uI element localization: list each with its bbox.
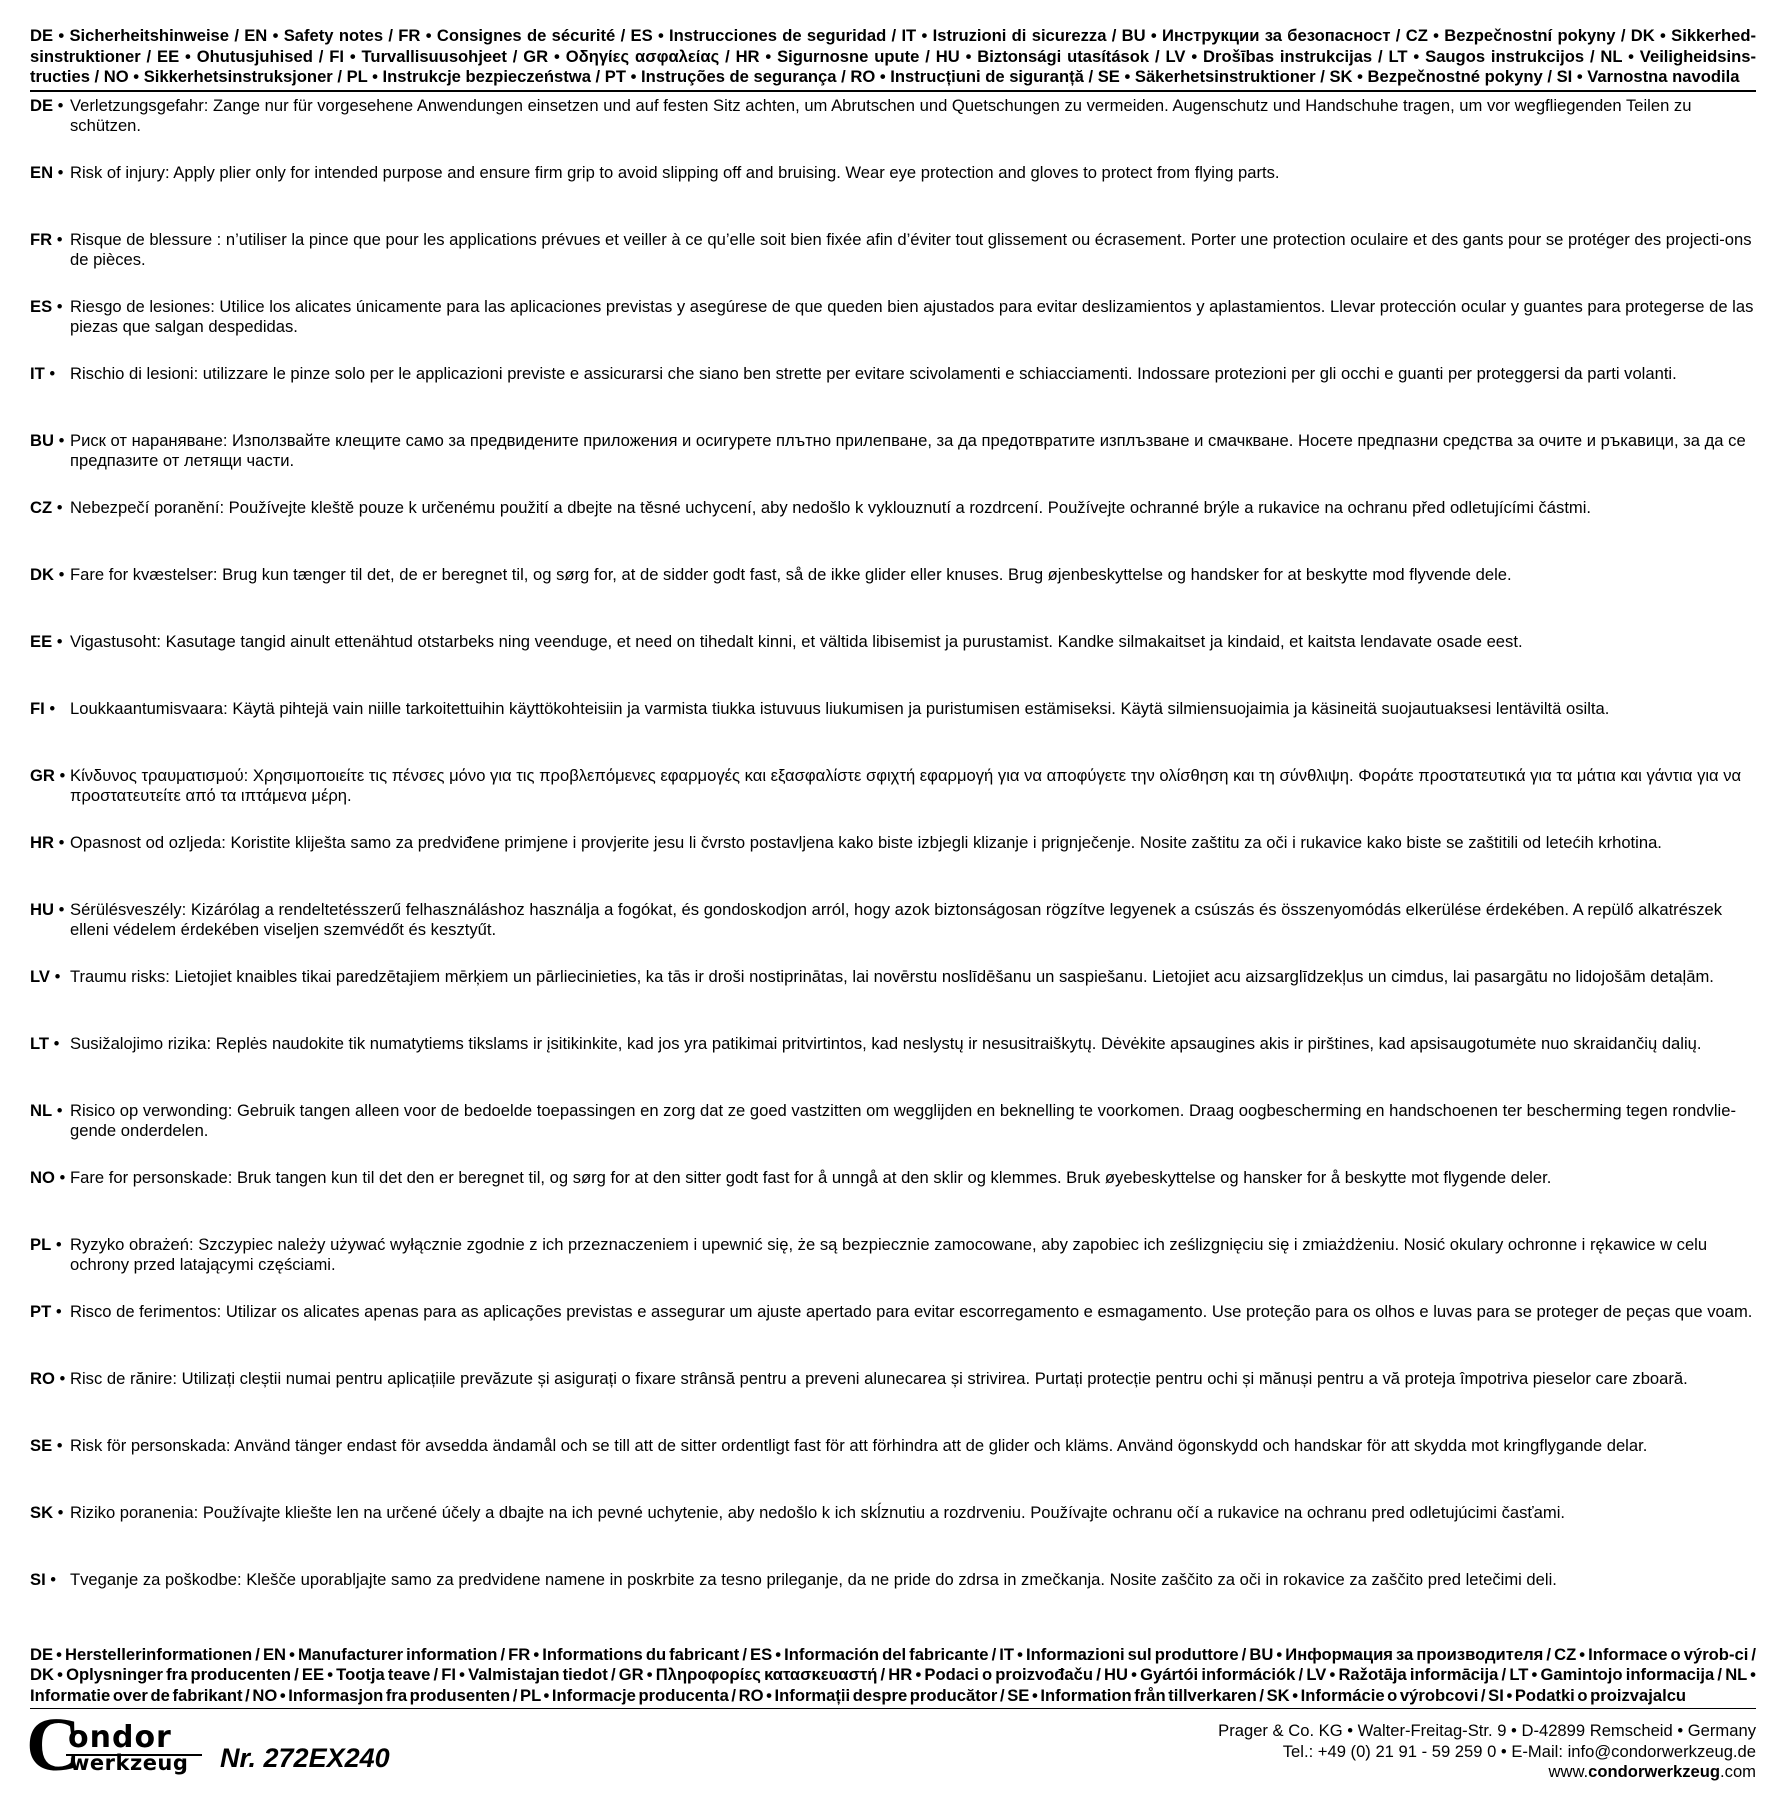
safety-note-fr	[30, 230, 1756, 297]
safety-note-nl	[30, 1101, 1756, 1168]
safety-note-text: Nebezpečí poranění: Používejte kleště pouze k určenému použití a dbejte na těsné uchycení, aby nedošlo k vyklouznutí a rozdrcení. Používejte ochranné brýle a rukavice na ochranu před odletujícími částmi.	[70, 497, 1592, 517]
language-code: ES •	[30, 296, 63, 316]
safety-note-text: Sérülésveszély: Kizárólag a rendeltetésszerű felhasználáshoz használja a fogókat, és gondoskodjon arról, hogy azok biztonságosan rögzítve legyenek a csúszás és összenyomódás elkerülése érdekében. A repülő alkatrészek elleni védelem érdekében viseljen szemvédőt és kesztyűt.	[70, 899, 1723, 939]
language-code-label: SI	[30, 1569, 46, 1589]
safety-note-text: Risk för personskada: Använd tänger endast för avsedda ändamål och se till att de sitter ordentligt fast för att förhindra att de glider och kläms. Använd ögonskydd och handskar för att skydda mot kringflygande delar.	[70, 1435, 1648, 1455]
logo-letter: C	[26, 1703, 81, 1787]
safety-note-lt	[30, 1034, 1756, 1101]
safety-note-text: Opasnost od ozljeda: Koristite kliješta samo za predviđene primjene i provjerite jesu li čvrsto postavljena kako biste izbjegli klizanje i prignječenje. Nosite zaštitu za oči i rukavice kako biste se zaštitili od letećih krhotina.	[70, 832, 1662, 852]
language-code: SE •	[30, 1435, 63, 1455]
safety-note-gr	[30, 766, 1756, 833]
safety-note-text: Risico op verwonding: Gebruik tangen alleen voor de bedoelde toepassingen en zorg dat ze goed vastzitten om wegglijden en beknelling te voorkomen. Draag oogbescherming en handschoenen ter bescherming tegen rondvlie-gende onderdelen.	[70, 1100, 1736, 1140]
contact-line: Tel.: +49 (0) 21 91 - 59 259 0 • E-Mail: info@condorwerkzeug.de	[1282, 1741, 1756, 1761]
language-code-label: NO	[30, 1167, 55, 1187]
language-code-label: DE	[30, 95, 54, 115]
language-code: DK •	[30, 564, 65, 584]
language-code-label: FR	[30, 229, 53, 249]
language-code: FI •	[30, 698, 56, 718]
language-code-label: CZ	[30, 497, 53, 517]
safety-note-text: Rischio di lesioni: utilizzare le pinze solo per le applicazioni previste e assicurarsi che siano ben strette per evitare scivolamenti e schiacciamenti. Indossare protezioni per gli occhi e guanti per proteggersi da parti volanti.	[70, 363, 1677, 383]
safety-note-hr	[30, 833, 1756, 900]
language-code: EE •	[30, 631, 63, 651]
safety-note-fi	[30, 699, 1756, 766]
website-domain: condorwerkzeug	[1588, 1762, 1721, 1781]
safety-note-en	[30, 163, 1756, 230]
language-code: DE •	[30, 95, 64, 115]
language-code-label: SK	[30, 1502, 54, 1522]
safety-note-text: Fare for personskade: Bruk tangen kun til det den er beregnet til, og sørg for at den sitter godt fast for å unngå at den sklir og klemmes. Bruk øyebeskyttelse og hansker for å beskytte mot flygende deler.	[70, 1167, 1552, 1187]
manufacturer-info-header: DE • Herstellerinformationen / EN • Manufacturer information / FR • Informations du fabricant / ES • Información del fabricante / IT • Informazioni sul produttore / BU • Информация за производителя / CZ • Informace o výrob-ci / DK • Oplysninger fra producenten / EE • Tootja teave / FI • Valmistajan tiedot / GR • Πληροφορίες κατασκευαστή / HR • Podaci o proizvođaču / HU • Gyártói információk / LV • Ražotāja informācija / LT • Gamintojo informacija / NL • Informatie over de fabrikant / NO • Informasjon fra produsenten / PL • Informacje producenta / RO • Informații despre producător / SE • Information från tillverkaren / SK • Informácie o výrobcovi / SI • Podatki o proizvajalcu	[30, 1644, 1756, 1705]
website-prefix: www.	[1548, 1762, 1589, 1781]
language-code-label: DK	[30, 564, 54, 584]
condor-werkzeug-logo	[26, 1703, 200, 1787]
language-code-label: PL	[30, 1234, 52, 1254]
safety-note-text: Risco de ferimentos: Utilizar os alicates apenas para as aplicações previstas e assegurar um ajuste apertado para evitar escorregamento e esmagamento. Use proteção para os olhos e luvas para se proteger de peças que voam.	[70, 1301, 1753, 1321]
logo-word-top: ondor	[68, 1720, 172, 1755]
safety-note-text: Traumu risks: Lietojiet knaibles tikai paredzētajiem mērķiem un pārliecinieties, ka tās ir droši nostiprinātas, lai novērstu noslīdēšanu un saspiešanu. Lietojiet acu aizsarglīdzekļus un cimdus, lai pasargātu no lidojošām detaļām.	[70, 966, 1714, 986]
safety-note-text: Risc de rănire: Utilizați cleștii numai pentru aplicațiile prevăzute și asigurați o fixare strânsă pentru a preveni alunecarea și strivirea. Purtați protecție pentru ochi și mănuși pentru a vă proteja împotriva pieselor care zboară.	[70, 1368, 1688, 1388]
language-code-label: RO	[30, 1368, 55, 1388]
safety-note-se	[30, 1436, 1756, 1503]
product-number: Nr. 272EX240	[220, 1743, 390, 1773]
safety-note-it	[30, 364, 1756, 431]
safety-note-ro	[30, 1369, 1756, 1436]
safety-note-pl	[30, 1235, 1756, 1302]
safety-note-cz	[30, 498, 1756, 565]
safety-note-bu	[30, 431, 1756, 498]
language-code-label: BU	[30, 430, 54, 450]
manufacturer-address	[1218, 1721, 1756, 1783]
language-code: HR •	[30, 832, 65, 852]
language-code: FR •	[30, 229, 63, 249]
safety-notes-header: DE • Sicherheitshinweise / EN • Safety notes / FR • Consignes de sécurité / ES • Instrucciones de seguridad / IT • Istruzioni di sicurezza / BU • Инструкции за безопасност / CZ • Bezpečnostní pokyny / DK • Sikkerhed-sinstruktioner / EE • Ohutusjuhised / FI • Turvallisuusohjeet / GR • Οδηγίες ασφαλείας / HR • Sigurnosne upute / HU • Biztonsági utasítások / LV • Drošības instrukcijas / LT • Saugos instrukcijos / NL • Veiligheidsins-tructies / NO • Sikkerhetsinstruksjoner / PL • Instrukcje bezpieczeństwa / PT • Instruções de segurança / RO • Instrucțiuni de siguranță / SE • Säkerhetsinstruktioner / SK • Bezpečnostné pokyny / SI • Varnostna navodila	[30, 26, 1756, 86]
safety-note-text: Ryzyko obrażeń: Szczypiec należy używać wyłącznie zgodnie z ich przeznaczeniem i upewnić się, że są bezpiecznie zamocowane, aby zapobiec ich ześlizgnięciu się i zmiażdżeniu. Nosić okulary ochronne i rękawice w celu ochrony przed latającymi częściami.	[70, 1234, 1708, 1274]
language-code: PT •	[30, 1301, 62, 1321]
language-code-label: SE	[30, 1435, 53, 1455]
language-code-label: NL	[30, 1100, 53, 1120]
language-code-label: GR	[30, 765, 55, 785]
safety-note-hu	[30, 900, 1756, 967]
manufacturer-divider	[30, 1708, 1756, 1709]
language-code-label: ES	[30, 296, 53, 316]
safety-note-lv	[30, 967, 1756, 1034]
safety-note-dk	[30, 565, 1756, 632]
logo-word-bottom: werkzeug	[70, 1751, 189, 1775]
language-code: NO •	[30, 1167, 66, 1187]
safety-note-ee	[30, 632, 1756, 699]
header-divider	[30, 90, 1756, 92]
website-suffix: .com	[1720, 1762, 1756, 1781]
safety-note-text: Verletzungsgefahr: Zange nur für vorgesehene Anwendungen einsetzen und auf festen Sitz achten, um Abrutschen und Quetschungen zu vermeiden. Augenschutz und Handschuhe tragen, um vor wegfliegenden Teilen zu schützen.	[70, 95, 1692, 135]
language-code-label: EN	[30, 162, 54, 182]
language-code: LT •	[30, 1033, 60, 1053]
safety-sheet	[26, 26, 1756, 1795]
safety-note-text: Κίνδυνος τραυματισμού: Χρησιμοποιείτε τις πένσες μόνο για τις προβλεπόμενες εφαρμογές και εξασφαλίστε σφιχτή εφαρμογή για να αποφύγετε την ολίσθηση και τη σύνθλιψη. Φοράτε προστατευτικά για τα μάτια και γάντια για να προστατευτείτε από τα ιπτάμενα μέρη.	[70, 765, 1742, 805]
safety-note-si	[30, 1570, 1756, 1637]
language-code: BU •	[30, 430, 65, 450]
footer	[26, 1703, 1756, 1795]
safety-note-text: Riziko poranenia: Používajte kliešte len na určené účely a dbajte na ich pevné uchytenie, aby nedošlo k ich skĺznutiu a rozdrveniu. Používajte ochranu očí a rukavice na ochranu pred odletujúcimi časťami.	[70, 1502, 1565, 1522]
language-code: EN •	[30, 162, 64, 182]
language-code: LV •	[30, 966, 61, 986]
language-code: SI •	[30, 1569, 57, 1589]
language-code: RO •	[30, 1368, 66, 1388]
safety-note-text: Tveganje za poškodbe: Klešče uporabljajte samo za predvidene namene in poskrbite za tesno prileganje, da ne pride do zdrsa in zmečkanja. Nosite zaščito za oči in rokavice za zaščito pred letečimi deli.	[70, 1569, 1557, 1589]
safety-note-de	[30, 96, 1756, 163]
safety-note-text: Риск от нараняване: Използвайте клещите само за предвидените приложения и осигурете плътно прилепване, за да предотвратите изплъзване и смачкване. Носете предпазни средства за очите и ръкавици, за да се предпазите от летящи части.	[70, 430, 1746, 470]
safety-note-text: Riesgo de lesiones: Utilice los alicates únicamente para las aplicaciones previstas y asegúrese de que queden bien ajustados para evitar deslizamientos y aplastamientos. Llevar protección ocular y guantes para protegerse de las piezas que salgan despedidas.	[70, 296, 1754, 336]
website-link[interactable]	[1218, 1762, 1756, 1783]
safety-note-text: Loukkaantumisvaara: Käytä pihtejä vain niille tarkoitettuihin käyttökohteisiin ja varmista tiukka istuvuus liukumisen ja puristumisen estämiseksi. Käytä silmiensuojaimia ja käsineitä suojautuaksesi lentäviltä osilta.	[70, 698, 1610, 718]
safety-notes-list	[30, 96, 1756, 1637]
address-line: Prager & Co. KG • Walter-Freitag-Str. 9 • D-42899 Remscheid • Germany	[1218, 1721, 1756, 1740]
safety-note-text: Susižalojimo rizika: Replės naudokite tik numatytiems tikslams ir įsitikinkite, kad jos yra patikimai pritvirtintos, kad neslystų ir nesusitraiškytų. Dėvėkite apsaugines akis ir pirštines, kad apsisaugotumėte nuo skraidančių dalių.	[70, 1033, 1702, 1053]
language-code-label: PT	[30, 1301, 52, 1321]
safety-note-pt	[30, 1302, 1756, 1369]
language-code-label: IT	[30, 363, 45, 383]
language-code: NL •	[30, 1100, 63, 1120]
safety-note-es	[30, 297, 1756, 364]
language-code: CZ •	[30, 497, 63, 517]
safety-note-text: Risque de blessure : n’utiliser la pince que pour les applications prévues et veiller à ce qu’elle soit bien fixée afin d’éviter tout glissement ou écrasement. Porter une protection oculaire et des gants pour se protéger des projecti-ons de pièces.	[70, 229, 1752, 269]
language-code-label: LV	[30, 966, 50, 986]
language-code-label: EE	[30, 631, 53, 651]
language-code-label: HU	[30, 899, 54, 919]
safety-note-text: Vigastusoht: Kasutage tangid ainult ettenähtud otstarbeks ning veenduge, et need on tihedalt kinni, et vältida libisemist ja purustamist. Kandke silmakaitset ja kindaid, et kaitsta lendavate osade eest.	[70, 631, 1523, 651]
language-code: SK •	[30, 1502, 64, 1522]
language-code: PL •	[30, 1234, 62, 1254]
language-code: IT •	[30, 363, 56, 383]
language-code: HU •	[30, 899, 65, 919]
safety-note-no	[30, 1168, 1756, 1235]
safety-note-sk	[30, 1503, 1756, 1570]
language-code-label: FI	[30, 698, 45, 718]
language-code-label: LT	[30, 1033, 50, 1053]
language-code-label: HR	[30, 832, 54, 852]
language-code: GR •	[30, 765, 66, 785]
safety-note-text: Fare for kvæstelser: Brug kun tænger til det, de er beregnet til, og sørg for, at de sidder godt fast, så de ikke glider eller knuses. Brug øjenbeskyttelse og handsker for at beskytte mod flyvende dele.	[70, 564, 1512, 584]
safety-note-text: Risk of injury: Apply plier only for intended purpose and ensure firm grip to avoid slipping off and bruising. Wear eye protection and gloves to protect from flying parts.	[70, 162, 1280, 182]
